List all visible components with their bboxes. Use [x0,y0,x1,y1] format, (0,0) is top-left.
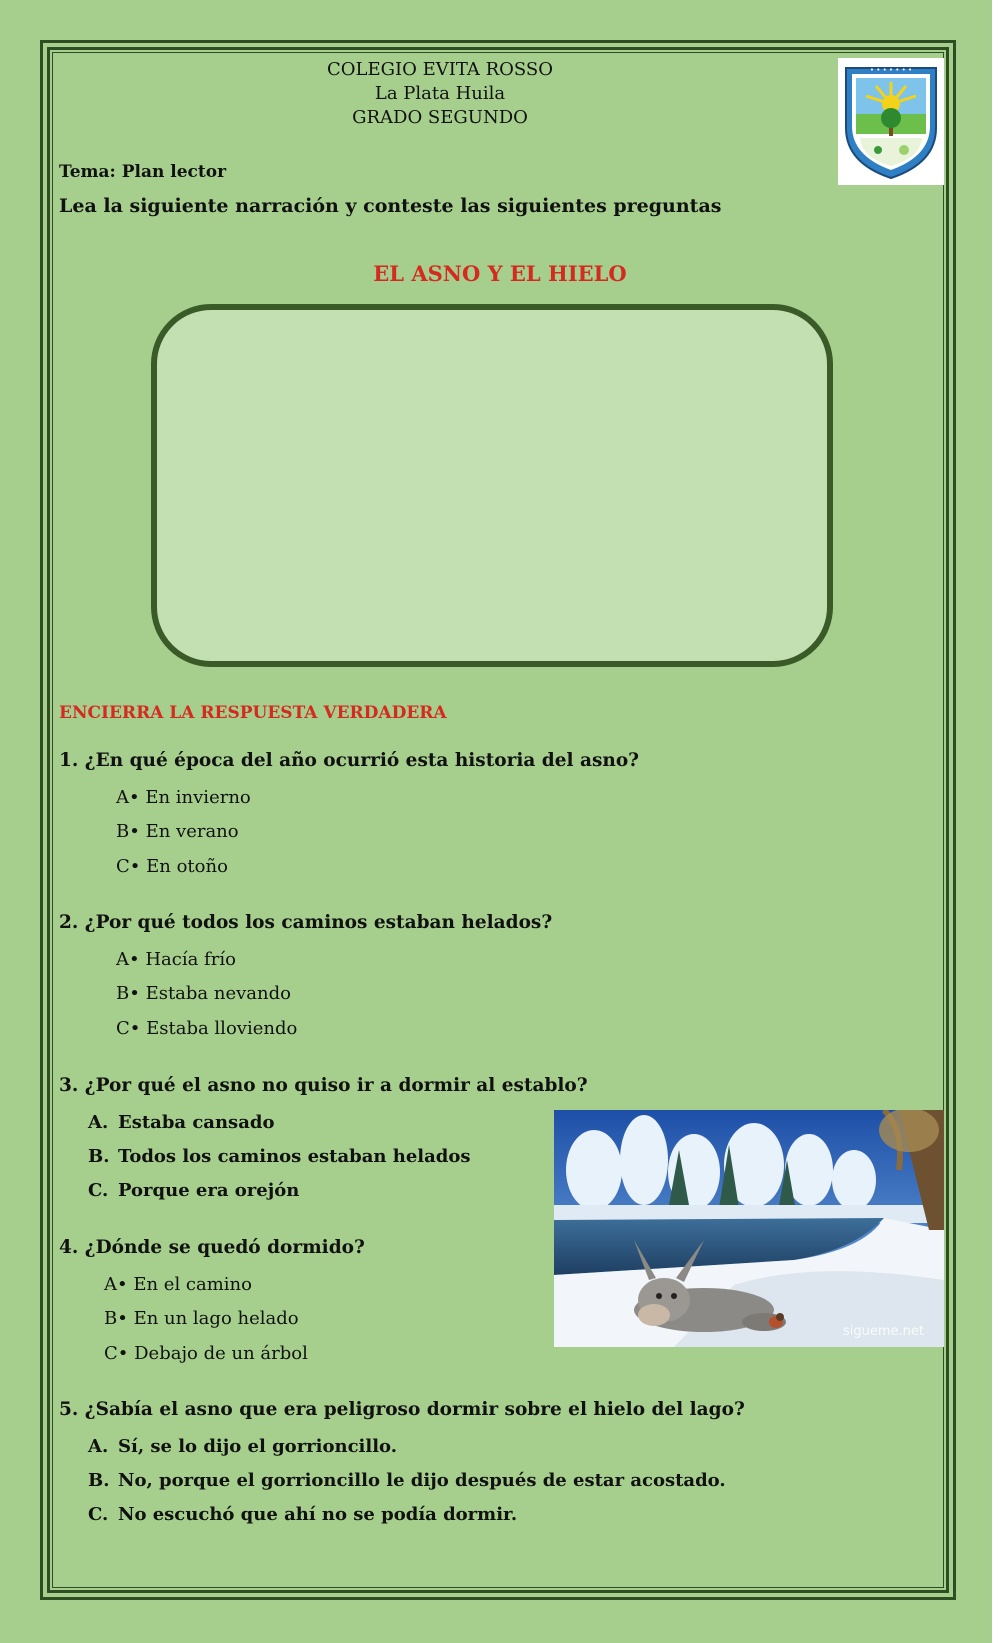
q3-option-c-text: Porque era orejón [118,1180,300,1201]
q2-option-c[interactable]: C• Estaba lloviendo [116,1018,298,1039]
page-edge [992,0,1000,1643]
q5-option-b-letter: B. [88,1470,110,1491]
q1-option-a[interactable]: A• En invierno [116,787,251,808]
q3-option-b-letter: B. [88,1146,110,1167]
q4-option-b[interactable]: B• En un lago helado [104,1308,299,1329]
story-title: EL ASNO Y EL HIELO [373,261,627,286]
q1-option-b[interactable]: B• En verano [116,821,239,842]
school-name: COLEGIO EVITA ROSSO [327,59,553,80]
q5-option-c-text: No escuchó que ahí no se podía dormir. [118,1504,518,1525]
q3-option-c-letter: C. [88,1180,109,1201]
question-1: 1. ¿En qué época del año ocurrió esta historia del asno? [59,750,640,771]
school-grade: GRADO SEGUNDO [352,107,528,128]
svg-text:• • • • • • •: • • • • • • • [869,66,913,74]
story-text-box [151,304,833,667]
q2-option-a[interactable]: A• Hacía frío [116,949,236,970]
q5-option-c-letter: C. [88,1504,109,1525]
q5-option-b[interactable] [88,1470,726,1491]
instructions: Lea la siguiente narración y conteste las siguientes preguntas [59,195,722,217]
question-5: 5. ¿Sabía el asno que era peligroso dormir sobre el hielo del lago? [59,1399,745,1420]
question-3: 3. ¿Por qué el asno no quiso ir a dormir al establo? [59,1075,588,1096]
question-2: 2. ¿Por qué todos los caminos estaban helados? [59,912,553,933]
section-title: ENCIERRA LA RESPUESTA VERDADERA [59,703,447,723]
topic-label: Tema: Plan lector [59,162,227,182]
q3-option-b[interactable] [88,1146,471,1167]
q5-option-c[interactable] [88,1504,517,1525]
q3-option-a[interactable] [88,1112,274,1133]
q5-option-a[interactable] [88,1436,397,1457]
q3-option-c[interactable] [88,1180,299,1201]
q2-option-b[interactable]: B• Estaba nevando [116,983,291,1004]
q4-option-c[interactable]: C• Debajo de un árbol [104,1343,308,1364]
q5-option-a-letter: A. [88,1436,109,1457]
q3-option-b-text: Todos los caminos estaban helados [118,1146,471,1167]
question-4: 4. ¿Dónde se quedó dormido? [59,1237,365,1258]
donkey-frozen-lake-image [554,1110,944,1347]
q4-option-a[interactable]: A• En el camino [104,1274,252,1295]
image-watermark: sigueme.net [842,1324,924,1339]
q3-option-a-letter: A. [88,1112,109,1133]
school-city: La Plata Huila [374,83,506,104]
q5-option-b-text: No, porque el gorrioncillo le dijo después de estar acostado. [118,1470,726,1491]
school-crest-logo [838,58,944,185]
q1-option-c[interactable]: C• En otoño [116,856,228,877]
q3-option-a-text: Estaba cansado [118,1112,275,1133]
q5-option-a-text: Sí, se lo dijo el gorrioncillo. [118,1436,398,1457]
